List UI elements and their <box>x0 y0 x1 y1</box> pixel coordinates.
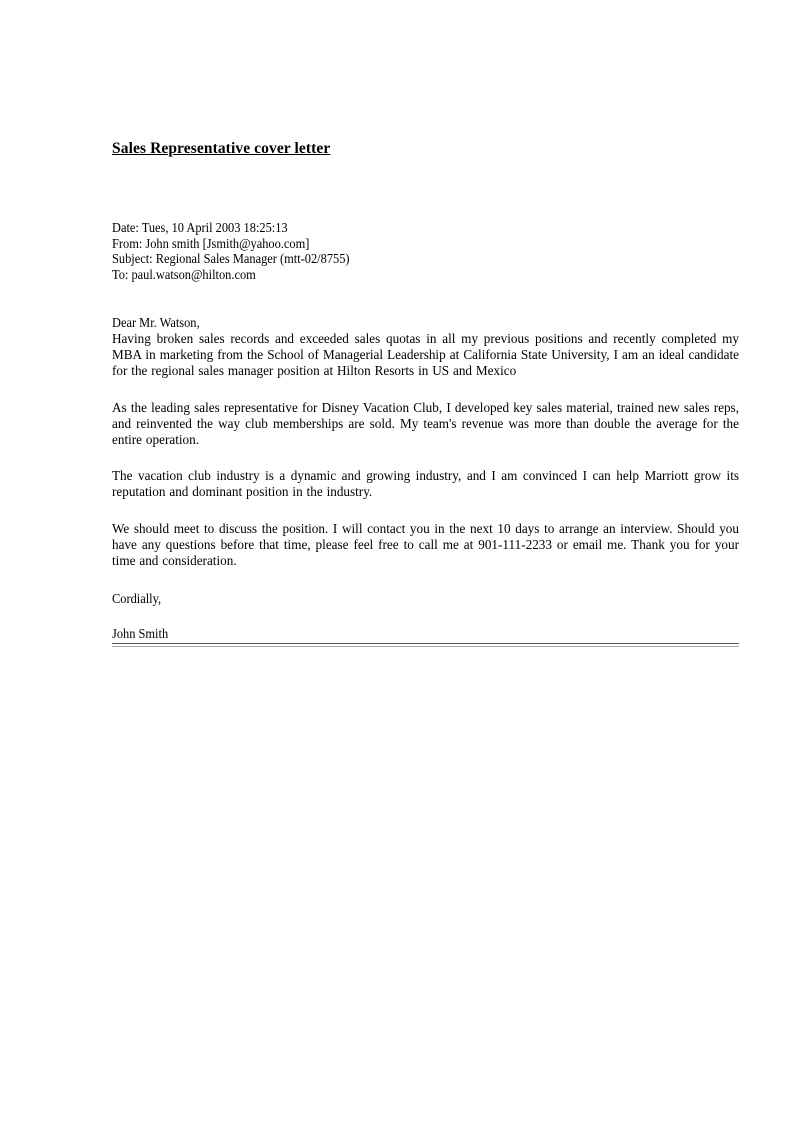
closing-salutation: Cordially, <box>112 591 162 607</box>
salutation: Dear Mr. Watson, <box>112 315 200 331</box>
page-title: Sales Representative cover letter <box>112 140 331 157</box>
letter-paragraph: The vacation club industry is a dynamic and growing industry, and I am convinced I can help Marriott grow its reputation and dominant position in the industry. <box>112 468 739 500</box>
signature-name: John Smith <box>112 625 169 641</box>
email-header-from: From: John smith [Jsmith@yahoo.com] <box>112 235 310 251</box>
letter-paragraph: Having broken sales records and exceeded sales quotas in all my previous positions and recently completed my MBA in marketing from the School of Managerial Leadership at California State University, I am an ideal candidate for the regional sales manager position at Hilton Resorts in US and Mexico <box>112 330 739 379</box>
letter-paragraph: As the leading sales representative for Disney Vacation Club, I developed key sales material, trained new sales reps, and reinvented the way club memberships are sold. My team's revenue was more than double the average for the entire operation. <box>112 399 739 447</box>
letter-paragraphs <box>112 331 739 569</box>
cover-letter-body <box>112 140 739 647</box>
email-header-subject: Subject: Regional Sales Manager (mtt-02/8755) <box>112 251 350 267</box>
email-header-to: To: paul.watson@hilton.com <box>112 266 256 282</box>
letter-paragraph: We should meet to discuss the position. I will contact you in the next 10 days to arrange an interview. Should you have any questions before that time, please feel free to call me at 901-111-2233 or email me. Thank you for your time and consideration. <box>112 520 739 568</box>
email-header-block <box>112 220 739 282</box>
footer-divider <box>112 643 739 647</box>
email-header-date: Date: Tues, 10 April 2003 18:25:13 <box>112 220 288 235</box>
